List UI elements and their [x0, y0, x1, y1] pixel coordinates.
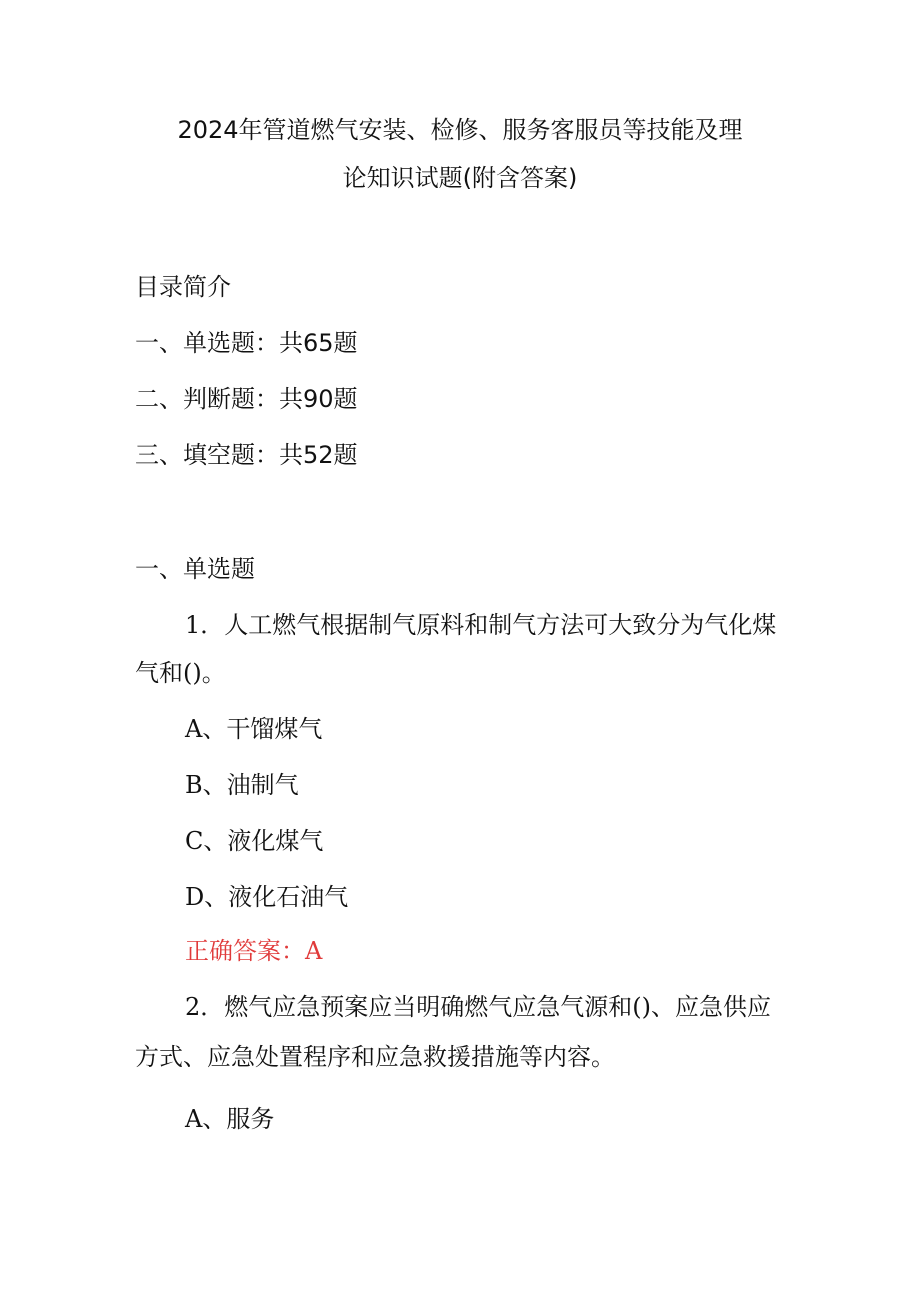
question-1-text-line-1: 1．人工燃气根据制气原料和制气方法可大致分为气化煤: [185, 611, 777, 639]
toc-item-fill-blank: 三、填空题：共52题: [135, 441, 358, 469]
toc-item-true-false: 二、判断题：共90题: [135, 385, 358, 413]
question-1-option-a: A、干馏煤气: [185, 715, 323, 743]
question-1-text-line-2: 气和()。: [135, 659, 226, 687]
section-heading-single-choice: 一、单选题: [135, 555, 255, 583]
question-2-option-a: A、服务: [185, 1105, 275, 1133]
question-2-text-line-1: 2．燃气应急预案应当明确燃气应急气源和()、应急供应: [185, 993, 771, 1021]
document-title-line-2: 论知识试题(附含答案): [342, 164, 578, 192]
question-2-text-line-2: 方式、应急处置程序和应急救援措施等内容。: [135, 1043, 615, 1071]
question-1-answer: 正确答案：A: [185, 937, 323, 965]
question-1-option-c: C、液化煤气: [185, 827, 324, 855]
document-title-line-1: 2024年管道燃气安装、检修、服务客服员等技能及理: [177, 116, 743, 144]
question-1-option-b: B、油制气: [185, 771, 299, 799]
toc-heading: 目录简介: [135, 273, 231, 301]
toc-item-single-choice: 一、单选题：共65题: [135, 329, 358, 357]
question-1-option-d: D、液化石油气: [185, 883, 349, 911]
